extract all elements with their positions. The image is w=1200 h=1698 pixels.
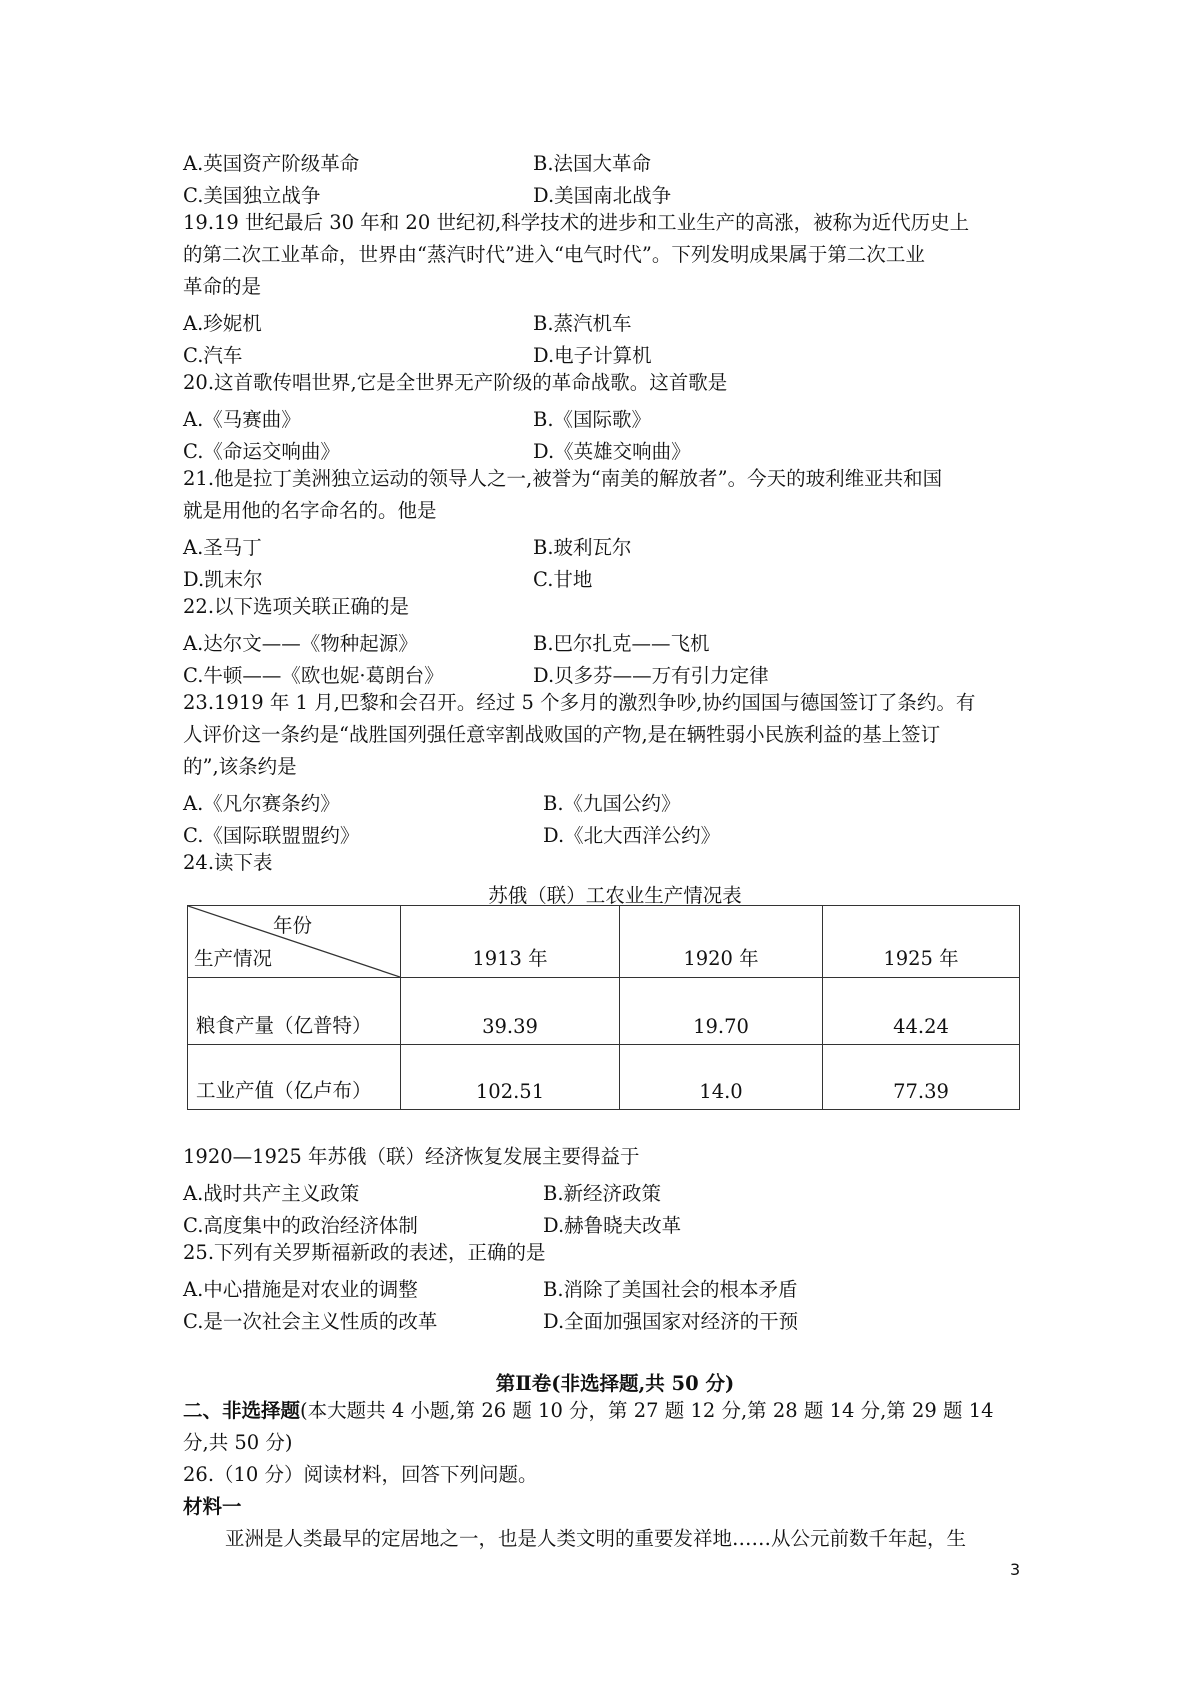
q24-option-a: A.战时共产主义政策	[183, 1182, 360, 1205]
q21-option-c: D.凯末尔	[183, 568, 263, 591]
q21-option-b: B.玻利瓦尔	[533, 536, 632, 559]
cell-industry-1920: 14.0	[620, 1045, 823, 1110]
q24-stem: 24.读下表	[183, 851, 273, 874]
production-table	[187, 905, 1020, 1110]
q24-option-d: D.赫鲁晓夫改革	[543, 1214, 682, 1237]
q19-option-a: A.珍妮机	[183, 312, 262, 335]
q18-option-c: C.美国独立战争	[183, 184, 321, 207]
q25-option-b: B.消除了美国社会的根本矛盾	[543, 1278, 798, 1301]
q23-stem-line-3: 的”,该条约是	[183, 755, 297, 778]
q22-option-d: D.贝多芬——万有引力定律	[533, 664, 769, 687]
q20-stem: 20.这首歌传唱世界,它是全世界无产阶级的革命战歌。这首歌是	[183, 371, 728, 394]
q21-option-d: C.甘地	[533, 568, 593, 591]
q21-stem-line-2: 就是用他的名字命名的。他是	[183, 499, 437, 522]
q25-option-a: A.中心措施是对农业的调整	[183, 1278, 418, 1301]
q21-stem-line-1: 21.他是拉丁美洲独立运动的领导人之一,被誉为“南美的解放者”。今天的玻利维亚共和国	[183, 467, 943, 490]
q23-option-c: C.《国际联盟盟约》	[183, 824, 360, 847]
cell-grain-1913: 39.39	[401, 978, 620, 1045]
q19-option-c: C.汽车	[183, 344, 243, 367]
q23-option-a: A.《凡尔赛条约》	[183, 792, 340, 815]
q23-option-b: B.《九国公约》	[543, 792, 681, 815]
material-text: 亚洲是人类最早的定居地之一，也是人类文明的重要发祥地……从公元前数千年起，生	[225, 1527, 967, 1550]
header-year-1920: 1920 年	[620, 906, 823, 978]
cell-industry-1925: 77.39	[823, 1045, 1020, 1110]
q19-stem-line-3: 革命的是	[183, 275, 262, 298]
table-title: 苏俄（联）工农业生产情况表	[488, 884, 742, 907]
q18-option-b: B.法国大革命	[533, 152, 652, 175]
q24-option-c: C.高度集中的政治经济体制	[183, 1214, 418, 1237]
cell-grain-1925: 44.24	[823, 978, 1020, 1045]
header-year-1925: 1925 年	[823, 906, 1020, 978]
q23-option-d: D.《北大西洋公约》	[543, 824, 721, 847]
q20-option-b: B.《国际歌》	[533, 408, 652, 431]
q19-stem-line-1: 19.19 世纪最后 30 年和 20 世纪初,科学技术的进步和工业生产的高涨，被称为近代历史上	[183, 211, 970, 234]
section2-desc-line-2: 分,共 50 分)	[183, 1431, 293, 1454]
q22-stem: 22.以下选项关联正确的是	[183, 595, 410, 618]
q22-option-a: A.达尔文——《物种起源》	[183, 632, 418, 655]
header-year: 年份	[273, 914, 313, 937]
q19-option-b: B.蒸汽机车	[533, 312, 632, 335]
q23-stem-line-2: 人评价这一条约是“战胜国列强任意宰割战败国的产物,是在辆牲弱小民族利益的基上签订	[183, 723, 941, 746]
table-corner-cell	[188, 906, 401, 978]
section2-heading	[183, 1396, 994, 1426]
table-row	[188, 1045, 1020, 1110]
q25-stem: 25.下列有关罗斯福新政的表述，正确的是	[183, 1241, 546, 1264]
header-production: 生产情况	[194, 947, 273, 970]
section2-desc: (本大题共 4 小题,第 26 题 10 分，第 27 题 12 分,第 28 题 14 分,第 29 题 14	[300, 1399, 994, 1422]
cell-industry-1913: 102.51	[401, 1045, 620, 1110]
part2-title: 第Ⅱ卷(非选择题,共 50 分)	[495, 1372, 735, 1395]
q26-stem: 26.（10 分）阅读材料，回答下列问题。	[183, 1463, 538, 1486]
q20-option-c: C.《命运交响曲》	[183, 440, 340, 463]
q21-option-a: A.圣马丁	[183, 536, 262, 559]
q22-option-c: C.牛顿——《欧也妮·葛朗台》	[183, 664, 444, 687]
q23-stem-line-1: 23.1919 年 1 月,巴黎和会召开。经过 5 个多月的激烈争吵,协约国国与德国签订了条约。有	[183, 691, 976, 714]
q24-option-b: B.新经济政策	[543, 1182, 662, 1205]
q19-stem-line-2: 的第二次工业革命，世界由“蒸汽时代”进入“电气时代”。下列发明成果属于第二次工业	[183, 243, 925, 266]
header-year-1913: 1913 年	[401, 906, 620, 978]
row-label-grain: 粮食产量（亿普特）	[188, 978, 401, 1045]
q19-option-d: D.电子计算机	[533, 344, 652, 367]
q18-option-d: D.美国南北战争	[533, 184, 672, 207]
q22-option-b: B.巴尔扎克——飞机	[533, 632, 710, 655]
table-row	[188, 978, 1020, 1045]
table-header-row	[188, 906, 1020, 978]
section2-label: 二、非选择题	[183, 1399, 301, 1422]
q25-option-c: C.是一次社会主义性质的改革	[183, 1310, 438, 1333]
row-label-industry: 工业产值（亿卢布）	[188, 1045, 401, 1110]
q24-question: 1920—1925 年苏俄（联）经济恢复发展主要得益于	[183, 1145, 640, 1168]
cell-grain-1920: 19.70	[620, 978, 823, 1045]
q20-option-a: A.《马赛曲》	[183, 408, 301, 431]
material-label: 材料一	[183, 1495, 242, 1518]
q18-option-a: A.英国资产阶级革命	[183, 152, 360, 175]
q25-option-d: D.全面加强国家对经济的干预	[543, 1310, 799, 1333]
page-number: 3	[1010, 1560, 1021, 1579]
q20-option-d: D.《英雄交响曲》	[533, 440, 691, 463]
